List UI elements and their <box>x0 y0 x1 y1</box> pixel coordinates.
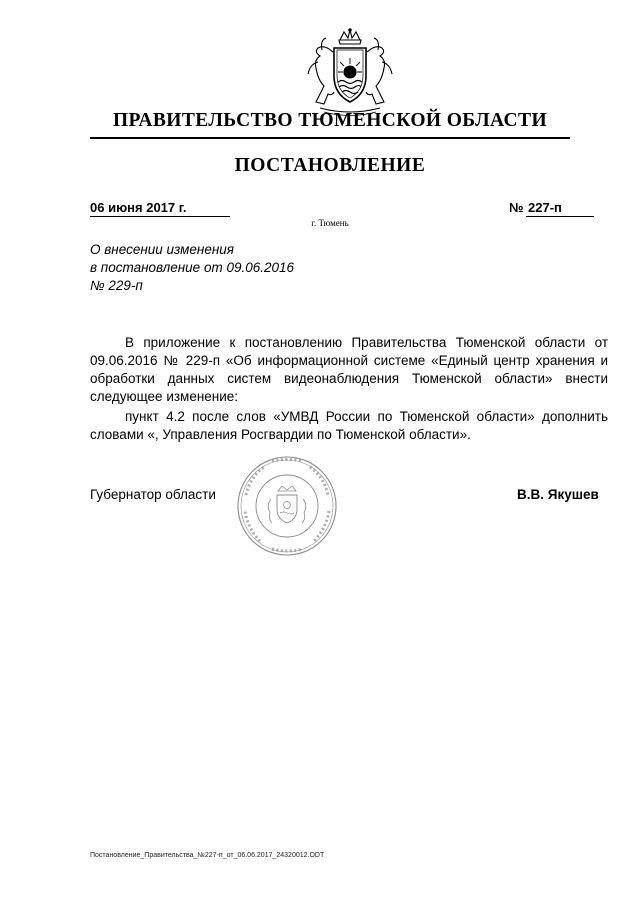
subject-line: в постановление от 09.06.2016 <box>90 260 295 275</box>
document-type: ПОСТАНОВЛЕНИЕ <box>234 155 426 176</box>
document-body <box>90 334 608 444</box>
footer-filename: Постановление_Правительства_№227-п_от_06.06.2017_24320012.ODT <box>90 852 325 859</box>
number-label: № <box>509 200 524 215</box>
subject-line: № 229-п <box>90 278 143 293</box>
subject-line: О внесении изменения <box>90 242 235 257</box>
body-paragraph: В приложение к постановлению Правительства Тюменской области от 09.06.2016 № 229-п «Об информационной системе «Единый центр хранения и обработки данных систем видеонаблюдения Тюменской области» внести следующее изменение: <box>90 335 608 404</box>
document-date: 06 июня 2017 г. <box>90 200 187 215</box>
number-underline <box>526 216 594 217</box>
signature-position: Губернатор области <box>90 487 216 502</box>
document-number: 227-п <box>528 200 562 215</box>
date-underline <box>90 216 230 217</box>
organization-title: ПРАВИТЕЛЬСТВО ТЮМЕНСКОЙ ОБЛАСТИ <box>112 110 548 131</box>
official-seal-icon <box>236 455 338 557</box>
signatory-name: В.В. Якушев <box>517 487 599 502</box>
header-divider <box>90 137 570 139</box>
document-subject <box>90 241 294 295</box>
body-paragraph: пункт 4.2 после слов «УМВД России по Тюменской области» дополнить словами «, Управления Росгвардии по Тюменской области». <box>90 409 608 442</box>
coat-of-arms-icon <box>302 28 398 120</box>
city-name: г. Тюмень <box>311 218 349 228</box>
